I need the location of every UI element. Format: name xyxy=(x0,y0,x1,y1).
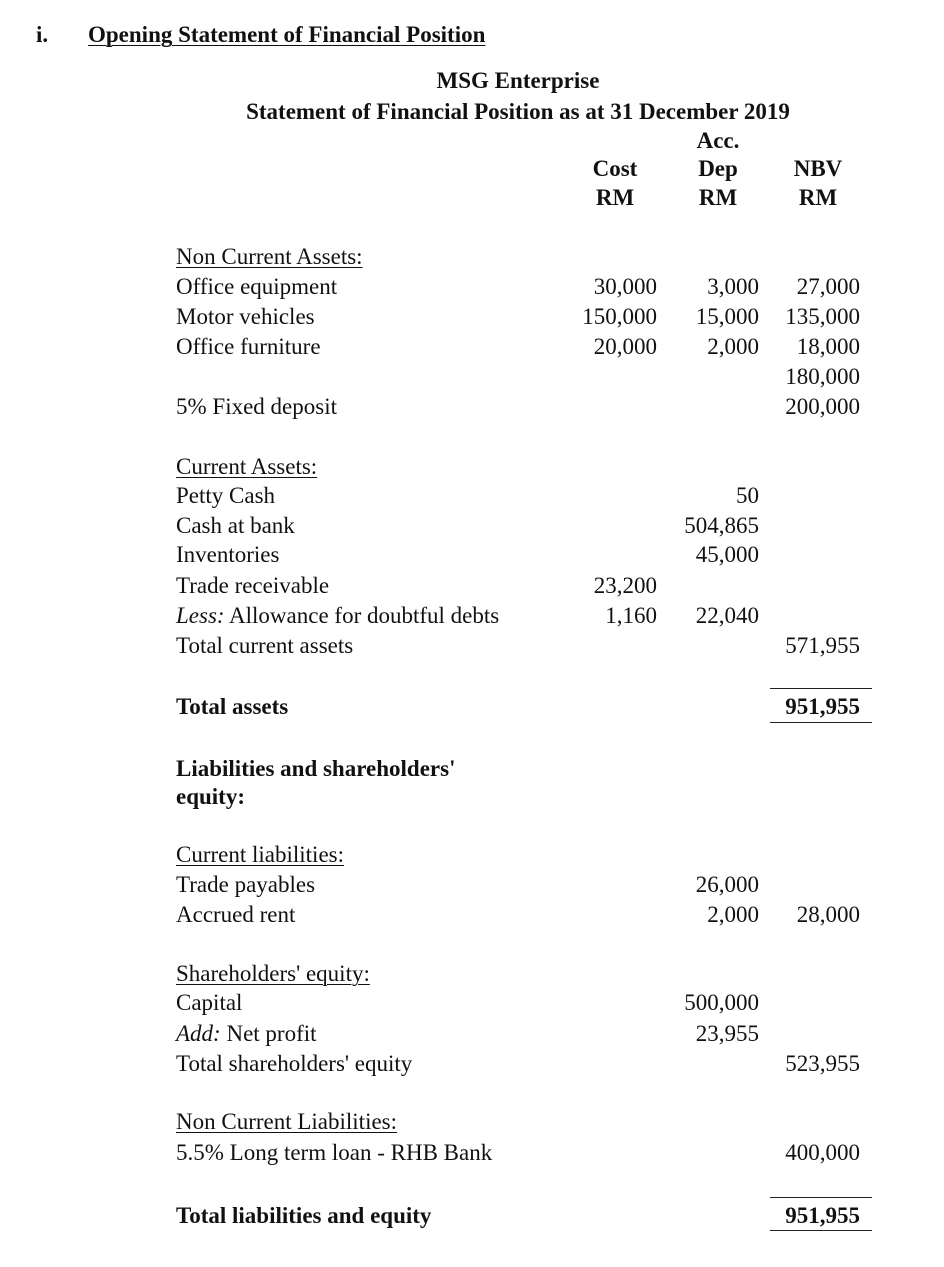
nbv-header-line1: NBV xyxy=(793,156,843,181)
total-liabilities-equity-value: 951,955 xyxy=(785,1203,860,1228)
total-liabilities-rule-bottom xyxy=(770,1230,872,1231)
non-current-assets-heading: Non Current Assets: xyxy=(176,244,363,269)
fixed-deposit-value: 200,000 xyxy=(785,394,860,419)
dep-header-unit: RM xyxy=(698,185,738,210)
dep-value: 15,000 xyxy=(695,304,759,329)
total-assets-label: Total assets xyxy=(176,694,289,719)
cost-header-unit: RM xyxy=(595,185,635,210)
total-assets-rule-top xyxy=(770,688,872,689)
dep-value: 2,000 xyxy=(707,334,759,359)
allowance-value: 1,160 xyxy=(605,603,657,628)
inventories-label: Inventories xyxy=(176,542,280,567)
total-current-assets-label: Total current assets xyxy=(176,633,354,658)
current-assets-heading: Current Assets: xyxy=(176,454,318,479)
total-equity-value: 523,955 xyxy=(785,1051,860,1076)
cost-value: 30,000 xyxy=(593,274,657,299)
net-profit-prefix: Add: xyxy=(176,1021,221,1046)
total-equity-label: Total shareholders' equity xyxy=(176,1051,413,1076)
net-profit-value: 23,955 xyxy=(695,1021,759,1046)
cost-value: 150,000 xyxy=(582,304,657,329)
trade-receivable-value: 23,200 xyxy=(593,573,657,598)
capital-value: 500,000 xyxy=(684,990,759,1015)
allowance-label xyxy=(176,602,499,630)
nbv-value: 27,000 xyxy=(796,274,860,299)
allowance-prefix: Less: xyxy=(176,603,225,628)
dep-header-line1: Acc. xyxy=(696,128,740,153)
nbv-header-unit: RM xyxy=(798,185,838,210)
total-assets-rule-bottom xyxy=(770,722,872,723)
allowance-text: Allowance for doubtful debts xyxy=(224,603,500,628)
shareholders-equity-heading: Shareholders' equity: xyxy=(176,961,370,986)
trade-receivable-label: Trade receivable xyxy=(176,573,330,598)
nbv-value: 18,000 xyxy=(796,334,860,359)
cash-at-bank-value: 504,865 xyxy=(684,513,759,538)
net-receivable-value: 22,040 xyxy=(695,603,759,628)
accrued-rent-label: Accrued rent xyxy=(176,902,296,927)
nbv-value: 135,000 xyxy=(785,304,860,329)
fixed-deposit-label: 5% Fixed deposit xyxy=(176,394,337,419)
statement-title: Statement of Financial Position as at 31 December 2019 xyxy=(246,99,790,124)
petty-cash-label: Petty Cash xyxy=(176,483,276,508)
liabilities-equity-heading-line1: Liabilities and shareholders' xyxy=(176,756,456,781)
cost-header-line1: Cost xyxy=(592,156,638,181)
capital-label: Capital xyxy=(176,990,243,1015)
petty-cash-value: 50 xyxy=(736,483,759,508)
table-row-label: Motor vehicles xyxy=(176,304,315,329)
dep-header-line2: Dep xyxy=(698,156,738,181)
long-term-loan-label: 5.5% Long term loan - RHB Bank xyxy=(176,1140,493,1165)
table-row-label: Office furniture xyxy=(176,334,321,359)
net-profit-label xyxy=(176,1020,317,1048)
inventories-value: 45,000 xyxy=(695,542,759,567)
cash-at-bank-label: Cash at bank xyxy=(176,513,295,538)
section-heading: Opening Statement of Financial Position xyxy=(88,22,486,47)
current-liabilities-heading: Current liabilities: xyxy=(176,842,344,867)
non-current-subtotal: 180,000 xyxy=(785,364,860,389)
accrued-rent-value: 2,000 xyxy=(707,902,759,927)
net-profit-text: Net profit xyxy=(220,1021,317,1046)
section-marker: i. xyxy=(36,22,49,47)
total-assets-value: 951,955 xyxy=(785,694,860,719)
dep-value: 3,000 xyxy=(707,274,759,299)
total-liabilities-equity-label: Total liabilities and equity xyxy=(176,1203,432,1228)
long-term-loan-value: 400,000 xyxy=(785,1140,860,1165)
total-current-assets-value: 571,955 xyxy=(785,633,860,658)
liabilities-equity-heading-line2: equity: xyxy=(176,784,245,809)
total-liabilities-rule-top xyxy=(770,1197,872,1198)
table-row-label: Office equipment xyxy=(176,274,338,299)
trade-payables-value: 26,000 xyxy=(695,872,759,897)
current-liabilities-total: 28,000 xyxy=(796,902,860,927)
non-current-liabilities-heading: Non Current Liabilities: xyxy=(176,1109,398,1134)
cost-value: 20,000 xyxy=(593,334,657,359)
trade-payables-label: Trade payables xyxy=(176,872,316,897)
company-name: MSG Enterprise xyxy=(436,68,600,93)
